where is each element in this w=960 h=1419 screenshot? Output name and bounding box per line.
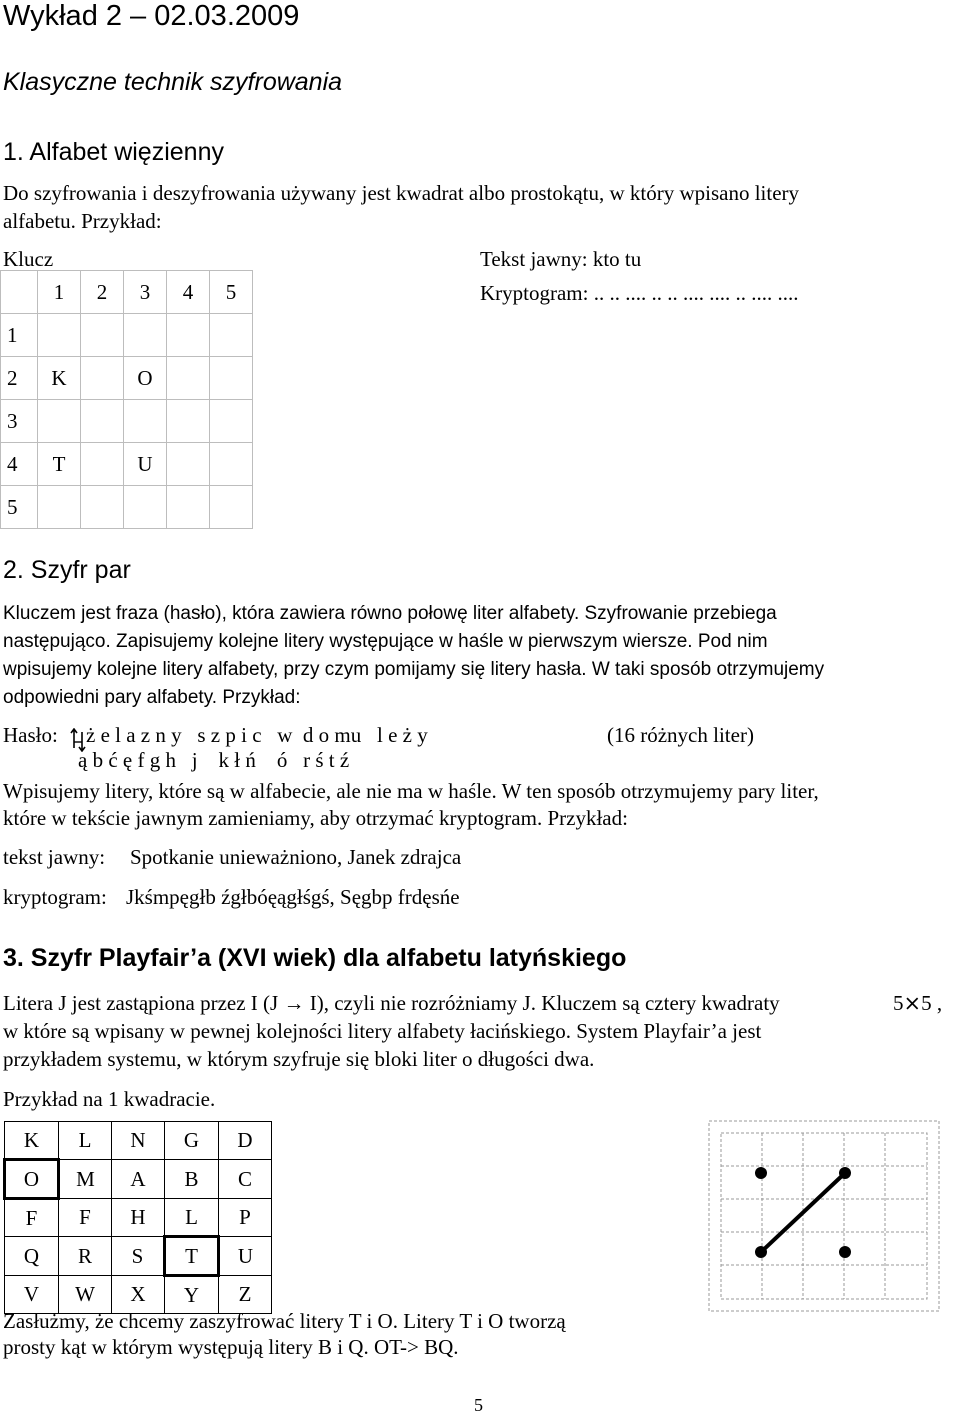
section-1-text-line-2: alfabetu. Przykład: [3, 209, 162, 233]
page-number: 5 [474, 1395, 483, 1415]
plaintext-example: Tekst jawny: kto tu [480, 247, 642, 271]
grid-cell: O [124, 357, 167, 400]
grid-cell-highlighted: T [165, 1237, 219, 1276]
section-2-para-line-1: Kluczem jest fraza (hasło), która zawiera równo połowę liter alfabety. Szyfrowanie przebiega [3, 603, 777, 624]
grid-cell [81, 357, 124, 400]
grid-cell [81, 314, 124, 357]
cryptogram-value: Jkśmpęgłb źgłbóęągłśgś, Sęgbp frdęsńe [126, 885, 460, 909]
grid-cell: F [5, 1199, 59, 1237]
grid-row-header: 1 [1, 314, 38, 357]
grid-cell [210, 443, 253, 486]
grid-col-header: 2 [81, 271, 124, 314]
grid-cell: Z [219, 1276, 272, 1314]
grid-cell [38, 314, 81, 357]
grid-cell-highlighted: O [5, 1160, 59, 1199]
section-3-para-line-2: w które są wpisany w pewnej kolejności litery alfabety łacińskiego. System Playfair’a jest [3, 1019, 762, 1043]
plaintext-label: tekst jawny: [3, 845, 106, 869]
distinct-letters-count: (16 różnych liter) [607, 723, 754, 747]
grid-cell [1, 271, 38, 314]
section-3-para-line-1: Litera J jest zastąpiona przez I (J → I), czyli nie rozróżniamy J. Kluczem są cztery kwadraty [3, 991, 780, 1015]
grid-cell [81, 443, 124, 486]
paired-alphabet-letters: ą b ć ę f g h j k ł ń ó r ś t ź [78, 748, 350, 772]
section-3-para-line-5: prosty kąt w którym występują litery B i Q. OT-> BQ. [3, 1335, 459, 1359]
section-1-text-line-1: Do szyfrowania i deszyfrowania używany jest kwadrat albo prostokątu, w który wpisano litery [3, 181, 800, 205]
cryptogram-example: Kryptogram: .. .. .... .. .. .... .... .. .... .... [480, 281, 799, 305]
grid-cell: A [112, 1160, 165, 1199]
grid-cell: R [59, 1237, 112, 1276]
grid-cell [210, 400, 253, 443]
grid-cell: N [112, 1122, 165, 1160]
plaintext-value: Spotkanie unieważniono, Janek zdrajca [130, 845, 462, 869]
diagram-border [709, 1121, 939, 1311]
section-2-para-line-4: odpowiedni pary alfabety. Przykład: [3, 687, 301, 708]
grid-cell [81, 400, 124, 443]
grid-cell: C [219, 1160, 272, 1199]
grid-cell: L [165, 1199, 219, 1237]
grid-cell [167, 443, 210, 486]
grid-cell [124, 486, 167, 529]
section-2-para-line-2: następująco. Zapisujemy kolejne litery występujące w haśle w pierwszym wiersze. Pod nim [3, 631, 768, 652]
section-2-para-line-3: wpisujemy kolejne litery alfabety, przy czym pomijamy się litery hasła. W taki sposób otrzymujemy [3, 659, 825, 680]
grid-cell: Q [5, 1237, 59, 1276]
diagram-point [839, 1246, 851, 1258]
page-subtitle: Klasyczne technik szyfrowania [3, 68, 343, 96]
example-label: Przykład na 1 kwadracie. [3, 1087, 216, 1111]
section-3-para-line-3: przykładem systemu, w którym szyfruje się bloki liter o długości dwa. [3, 1047, 595, 1071]
grid-cell: K [38, 357, 81, 400]
grid-cell [167, 314, 210, 357]
grid-cell: S [112, 1237, 165, 1276]
grid-cell [167, 486, 210, 529]
grid-cell: U [124, 443, 167, 486]
section-3-para-line-4: Zasłużmy, że chcemy zaszyfrować litery T i O. Litery T i O tworzą [3, 1309, 566, 1333]
grid-col-header: 4 [167, 271, 210, 314]
prison-alphabet-grid [0, 270, 253, 529]
grid-cell [210, 357, 253, 400]
grid-cell: U [219, 1237, 272, 1276]
grid-cell [38, 486, 81, 529]
grid-cell: T [38, 443, 81, 486]
grid-cell [210, 486, 253, 529]
grid-cell: M [59, 1160, 112, 1199]
cryptogram-label: kryptogram: [3, 885, 107, 909]
five-by-five-formula: 5⨯5 , [893, 991, 943, 1015]
grid-cell [210, 314, 253, 357]
grid-cell: G [165, 1122, 219, 1160]
grid-cell: W [59, 1276, 112, 1314]
grid-row-header: 5 [1, 486, 38, 529]
page-title: Wykład 2 – 02.03.2009 [3, 0, 300, 32]
playfair-grid [3, 1121, 272, 1314]
grid-cell [124, 314, 167, 357]
section-2-heading: 2. Szyfr par [3, 556, 131, 584]
grid-cell: P [219, 1199, 272, 1237]
grid-cell: L [59, 1122, 112, 1160]
diagram-point [839, 1167, 851, 1179]
section-1-heading: 1. Alfabet więzienny [3, 138, 224, 166]
playfair-rectangle-diagram [705, 1117, 945, 1317]
password-letters: ż e l a z n y s z p i c w d o mu l e ż y [86, 723, 428, 747]
grid-cell: D [219, 1122, 272, 1160]
grid-cell: H [112, 1199, 165, 1237]
grid-cell [167, 357, 210, 400]
grid-cell [124, 400, 167, 443]
grid-cell: K [5, 1122, 59, 1160]
diagram-point [755, 1246, 767, 1258]
grid-col-header: 1 [38, 271, 81, 314]
grid-col-header: 3 [124, 271, 167, 314]
grid-cell [81, 486, 124, 529]
section-2-para-line-5: Wpisujemy litery, które są w alfabecie, ale nie ma w haśle. W ten sposób otrzymujemy pary liter, [3, 779, 819, 803]
grid-cell: B [165, 1160, 219, 1199]
diagram-inner-border [721, 1133, 927, 1299]
grid-cell: F [59, 1199, 112, 1237]
grid-row-header: 3 [1, 400, 38, 443]
grid-row-header: 4 [1, 443, 38, 486]
grid-col-header: 5 [210, 271, 253, 314]
grid-cell: X [112, 1276, 165, 1314]
grid-cell [38, 400, 81, 443]
key-label: Klucz [3, 247, 54, 271]
section-3-heading: 3. Szyfr Playfair’a (XVI wiek) dla alfabetu latyńskiego [3, 944, 627, 972]
grid-cell [167, 400, 210, 443]
password-label: Hasło: [3, 723, 58, 747]
grid-cell: Y [165, 1276, 219, 1314]
section-2-para-line-6: które w tekście jawnym zamieniamy, aby otrzymać kryptogram. Przykład: [3, 806, 628, 830]
grid-row-header: 2 [1, 357, 38, 400]
diagram-point [755, 1167, 767, 1179]
grid-cell: V [5, 1276, 59, 1314]
